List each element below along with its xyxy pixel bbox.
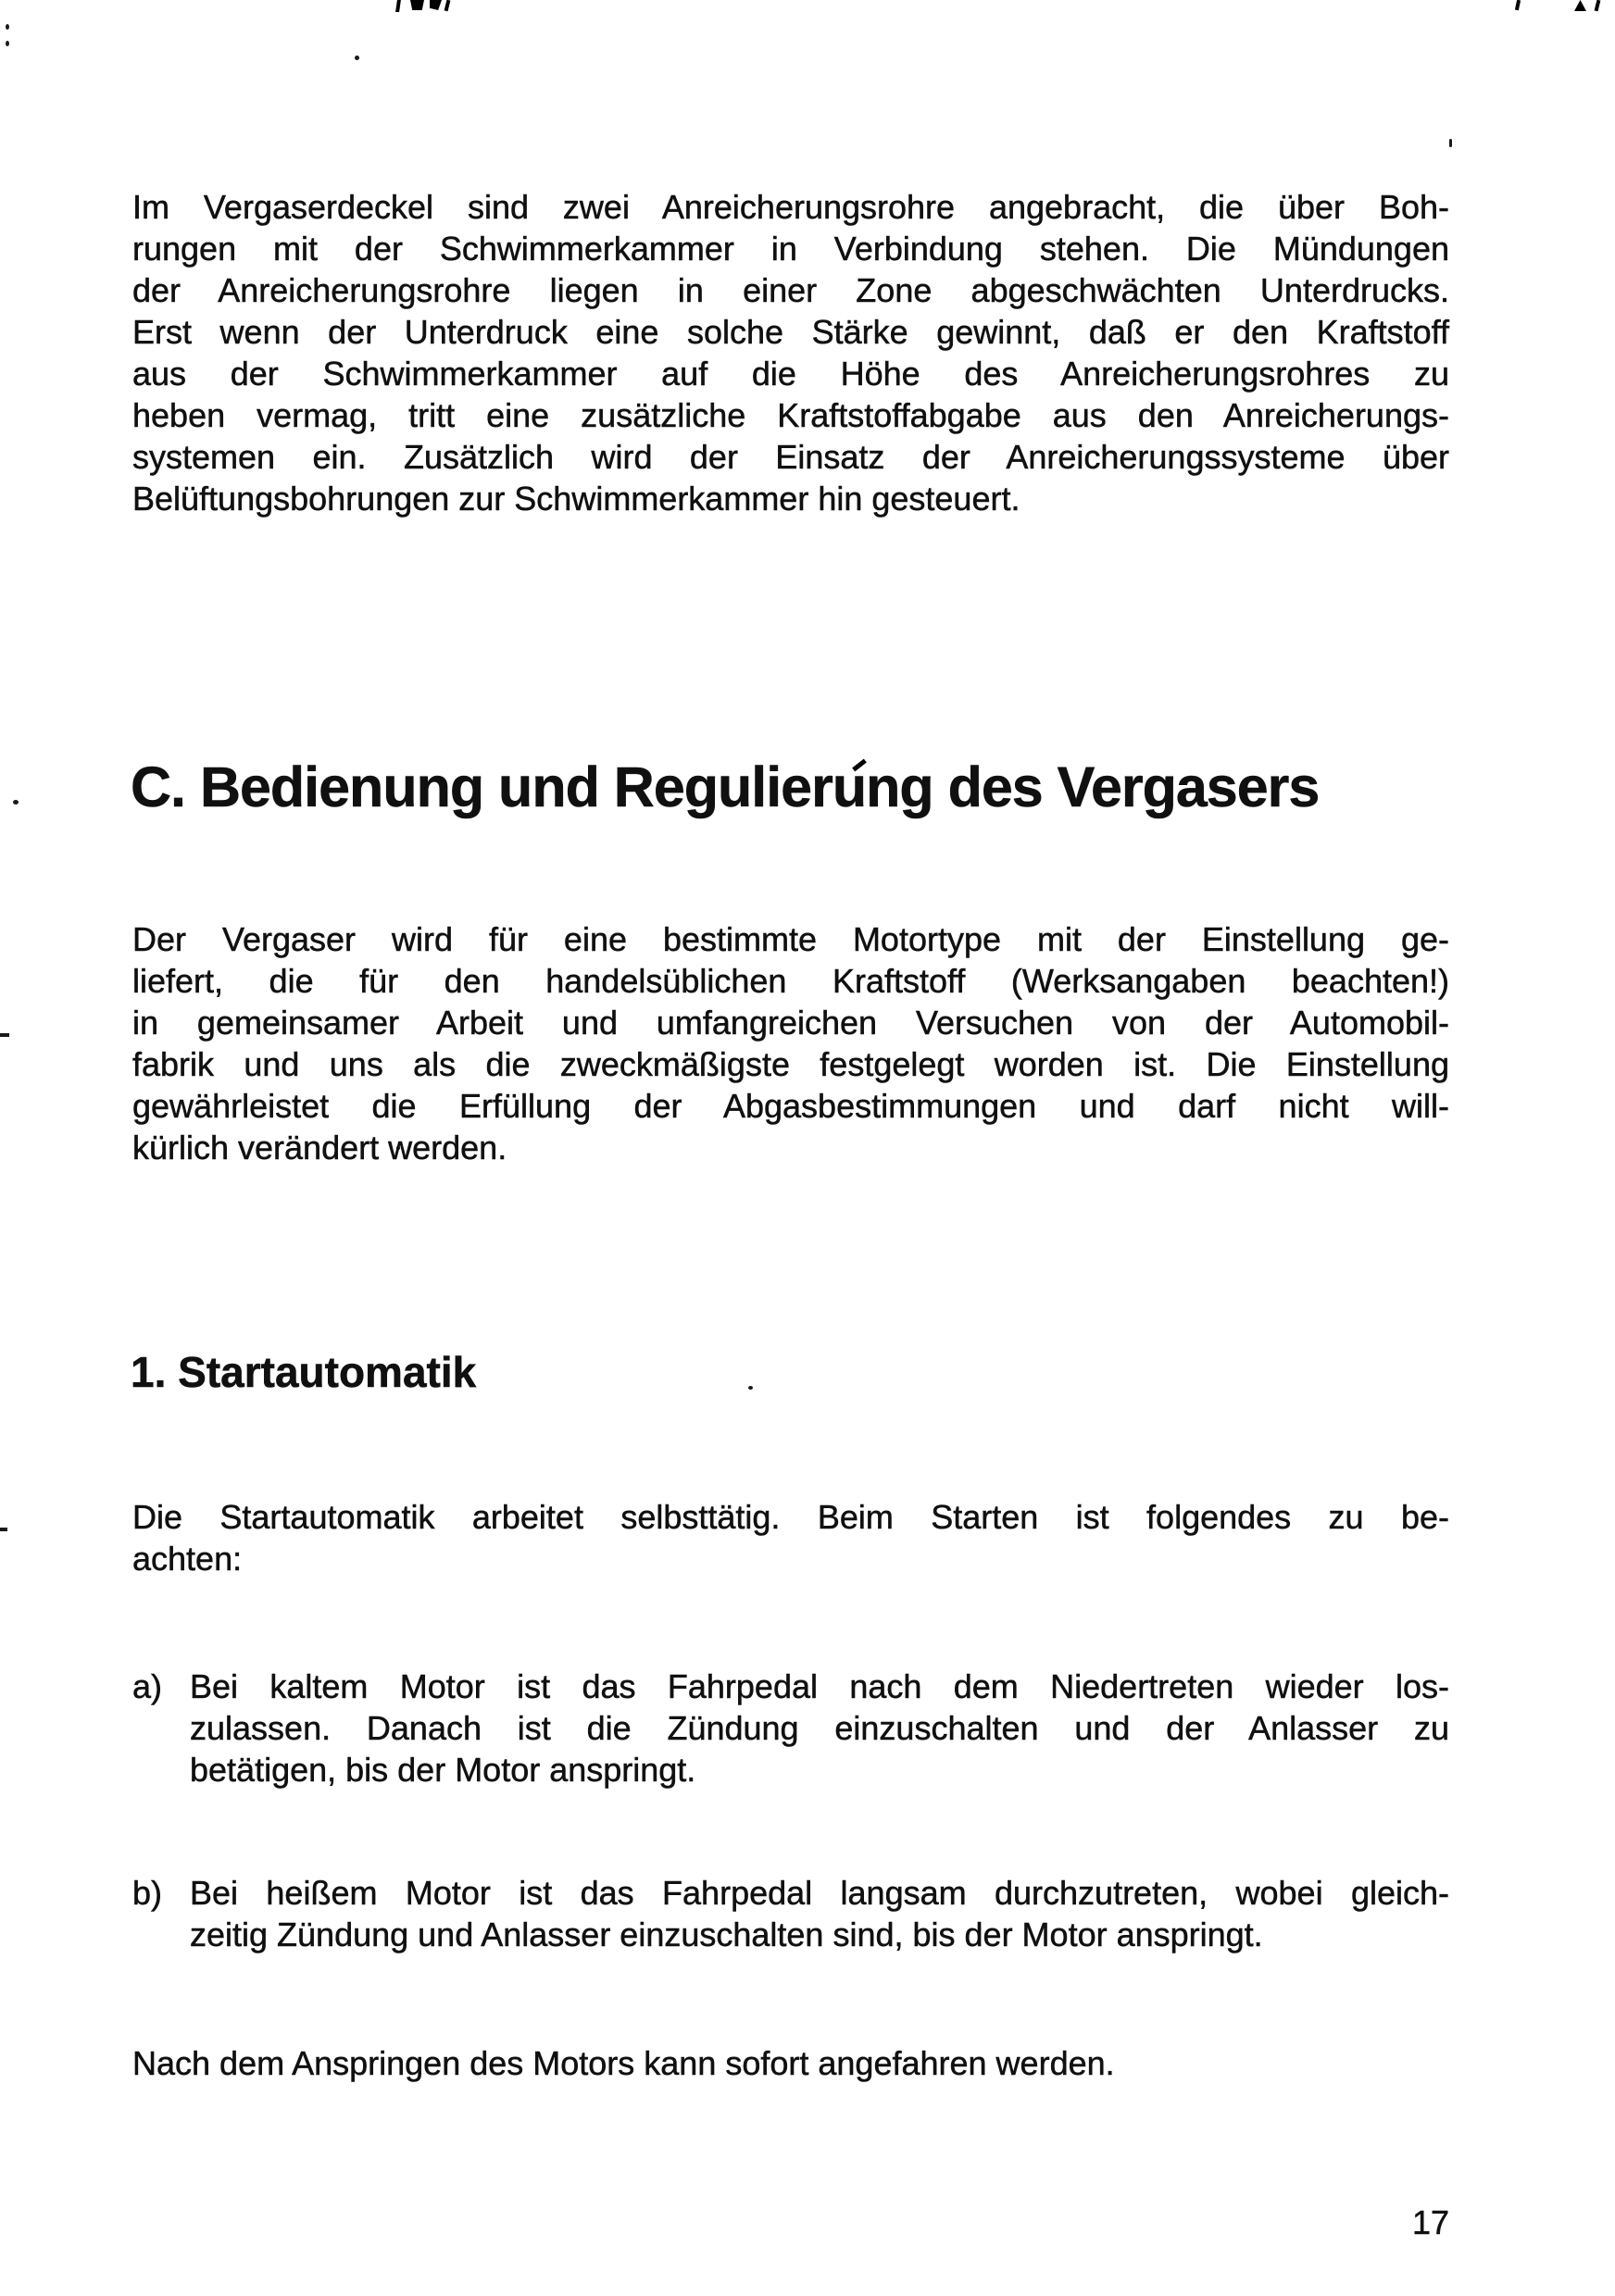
paragraph-line: Die Startautomatik arbeitet selbsttätig. Beim Starten ist folgendes zu be- — [132, 1498, 1449, 1536]
paragraph-line: achten: — [132, 1540, 243, 1578]
paragraph-line: zulassen. Danach ist die Zündung einzuschalten und der Anlasser zu — [190, 1709, 1449, 1747]
paragraph-line: liefert, die für den handelsüblichen Kraftstoff (Werksangaben beachten!) — [132, 962, 1449, 1000]
paragraph-line: Der Vergaser wird für eine bestimmte Motortype mit der Einstellung ge- — [132, 920, 1449, 958]
ink-speck — [13, 800, 19, 805]
closing-line: Nach dem Anspringen des Motors kann sofort angefahren werden. — [132, 2044, 1115, 2082]
scan-artifact-mark — [410, 0, 424, 10]
scan-artifact-mark — [444, 0, 451, 11]
paragraph-line: heben vermag, tritt eine zusätzliche Kraftstoffabgabe aus den Anreicherungs- — [132, 396, 1449, 434]
paragraph-line: Bei heißem Motor ist das Fahrpedal langsam durchzutreten, wobei gleich- — [190, 1874, 1449, 1912]
list-item-text — [190, 1666, 1449, 1791]
paragraph-line: betätigen, bis der Motor anspringt. — [190, 1751, 696, 1789]
ink-speck — [6, 24, 9, 30]
paragraph-line: fabrik und uns als die zweckmäßigste festgelegt worden ist. Die Einstellung — [132, 1045, 1449, 1083]
paragraph-line: in gemeinsamer Arbeit und umfangreichen Versuchen von der Automobil- — [132, 1004, 1449, 1042]
subsection-paragraph — [132, 1496, 1449, 1579]
paragraph-line: Im Vergaserdeckel sind zwei Anreicherungsrohre angebracht, die über Boh- — [132, 188, 1449, 226]
ink-speck — [355, 56, 359, 60]
subsection-heading: 1. Startautomatik — [131, 1348, 477, 1396]
paragraph-line: systemen ein. Zusätzlich wird der Einsatz der Anreicherungssysteme über — [132, 438, 1449, 476]
paragraph-line: kürlich verändert werden. — [132, 1129, 507, 1167]
intro-paragraph — [132, 186, 1449, 519]
paragraph-line: aus der Schwimmerkammer auf die Höhe des Anreicherungsrohres zu — [132, 355, 1449, 393]
paragraph-line: Erst wenn der Unterdruck eine solche Stärke gewinnt, daß er den Kraftstoff — [132, 313, 1449, 351]
ink-speck — [748, 1386, 753, 1390]
scan-artifact-mark — [1595, 0, 1601, 11]
paragraph-line: zeitig Zündung und Anlasser einzuschalten sind, bis der Motor anspringt. — [190, 1915, 1263, 1953]
section-paragraph — [132, 918, 1449, 1168]
scan-artifact-mark — [430, 0, 442, 10]
paragraph-line: der Anreicherungsrohre liegen in einer Zone abgeschwächten Unterdrucks. — [132, 271, 1449, 309]
paragraph-line: Bei kaltem Motor ist das Fahrpedal nach dem Niedertreten wieder los- — [190, 1667, 1449, 1705]
scan-artifact-mark — [1574, 0, 1586, 11]
list-item-label: a) — [132, 1667, 163, 1705]
ink-speck — [1449, 139, 1452, 147]
list-item-b — [132, 1872, 1449, 1955]
page-number: 17 — [1411, 2203, 1449, 2241]
ink-speck — [6, 41, 9, 46]
list-item-text — [190, 1872, 1449, 1955]
paragraph-line: gewährleistet die Erfüllung der Abgasbestimmungen und darf nicht will- — [132, 1087, 1449, 1125]
list-item-label: b) — [132, 1874, 163, 1912]
list-item-a — [132, 1666, 1449, 1791]
paragraph-line: Belüftungsbohrungen zur Schwimmerkammer hin gesteuert. — [132, 480, 1020, 518]
ink-speck — [0, 1033, 9, 1037]
ink-speck — [0, 1528, 7, 1531]
section-heading: C. Bedienung und Regulierung des Vergasers — [131, 755, 1320, 818]
scan-artifact-mark — [395, 0, 401, 12]
paragraph-line: rungen mit der Schwimmerkammer in Verbindung stehen. Die Mündungen — [132, 230, 1449, 268]
scan-artifact-mark — [1515, 0, 1521, 10]
